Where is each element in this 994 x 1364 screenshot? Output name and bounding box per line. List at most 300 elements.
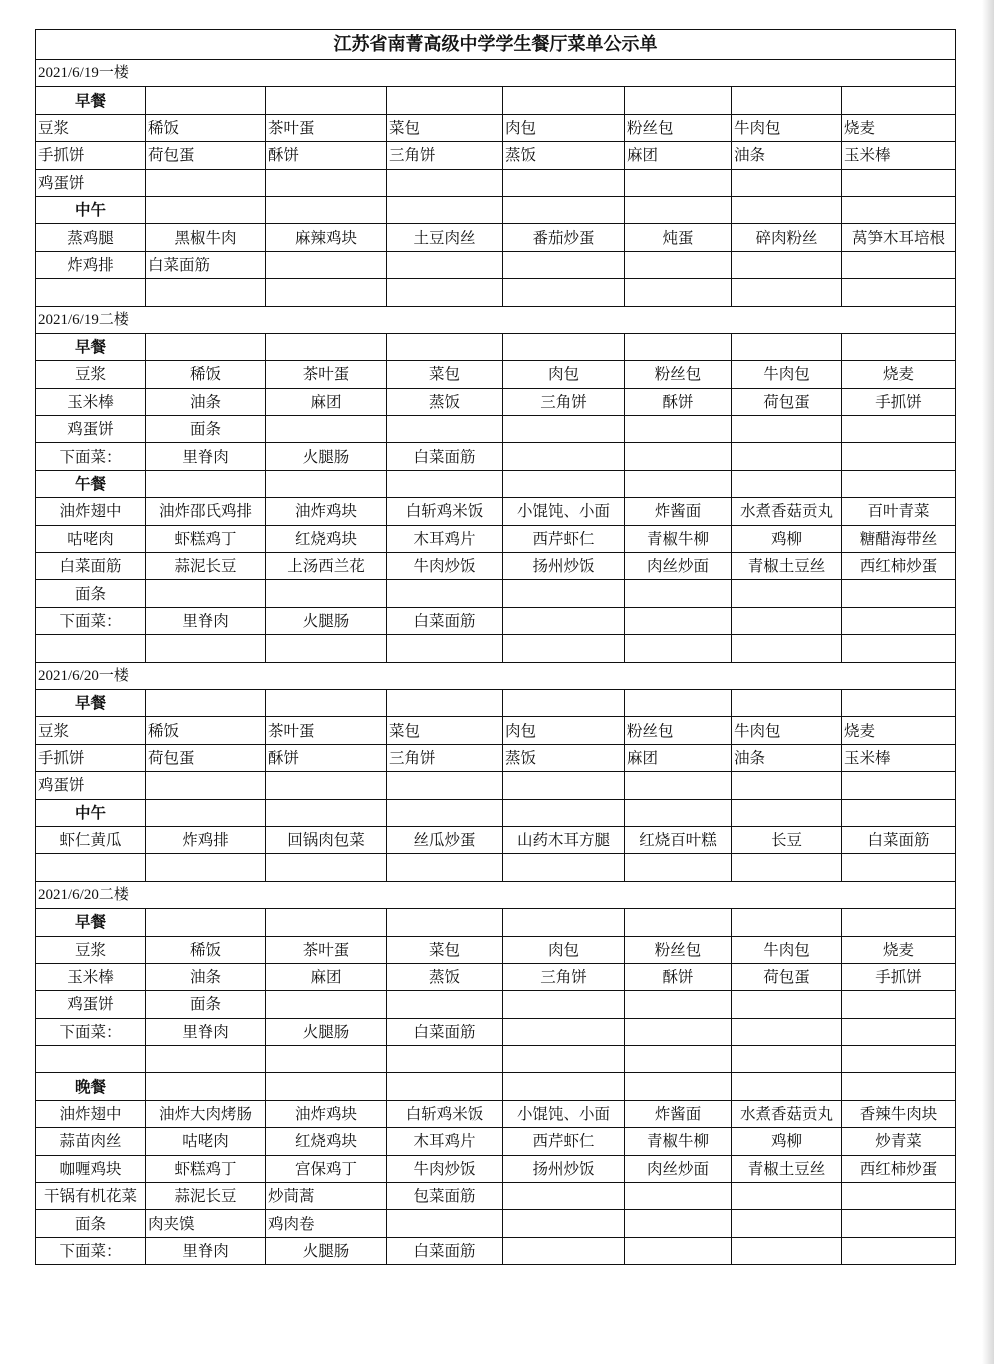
menu-cell: [146, 580, 266, 607]
menu-cell: [387, 909, 503, 936]
menu-cell: [266, 87, 387, 114]
menu-cell: [146, 470, 266, 497]
menu-row: [36, 1100, 956, 1127]
menu-row: [36, 114, 956, 141]
menu-row: [36, 1210, 956, 1237]
menu-cell: 烧麦: [842, 717, 956, 744]
meal-heading: 早餐: [36, 909, 146, 936]
menu-cell: 炸鸡排: [146, 826, 266, 853]
menu-cell: [503, 1210, 625, 1237]
menu-cell: [266, 854, 387, 881]
menu-cell: [503, 1073, 625, 1100]
menu-cell: [36, 1046, 146, 1073]
menu-cell: 烧麦: [842, 936, 956, 963]
menu-cell: 水煮香菇贡丸: [732, 1100, 842, 1127]
menu-cell: [36, 279, 146, 306]
menu-cell: 白菜面筋: [36, 553, 146, 580]
menu-cell: 里脊肉: [146, 443, 266, 470]
menu-cell: 酥饼: [625, 963, 732, 990]
menu-cell: [387, 689, 503, 716]
menu-cell: [266, 333, 387, 360]
menu-cell: [387, 196, 503, 223]
menu-cell: 白菜面筋: [387, 607, 503, 634]
menu-cell: [732, 635, 842, 662]
menu-cell: [36, 854, 146, 881]
menu-row: [36, 963, 956, 990]
menu-cell: [36, 635, 146, 662]
menu-cell: [146, 169, 266, 196]
menu-cell: 玉米棒: [842, 744, 956, 771]
menu-cell: 茶叶蛋: [266, 361, 387, 388]
menu-cell: [842, 87, 956, 114]
menu-cell: 三角饼: [387, 744, 503, 771]
menu-cell: 粉丝包: [625, 361, 732, 388]
menu-cell: [625, 689, 732, 716]
menu-cell: [732, 251, 842, 278]
menu-row: [36, 333, 956, 360]
menu-cell: 白斩鸡米饭: [387, 1100, 503, 1127]
menu-cell: [503, 470, 625, 497]
menu-cell: 木耳鸡片: [387, 1128, 503, 1155]
menu-cell: 青椒土豆丝: [732, 1155, 842, 1182]
menu-cell: 豆浆: [36, 114, 146, 141]
menu-cell: 荷包蛋: [732, 963, 842, 990]
menu-cell: [266, 635, 387, 662]
menu-cell: 番茄炒蛋: [503, 224, 625, 251]
menu-cell: [266, 580, 387, 607]
menu-row: [36, 498, 956, 525]
menu-cell: 香辣牛肉块: [842, 1100, 956, 1127]
menu-cell: [146, 279, 266, 306]
menu-row: [36, 169, 956, 196]
menu-cell: 油炸大肉烤肠: [146, 1100, 266, 1127]
menu-cell: [842, 1237, 956, 1264]
menu-cell: 稀饭: [146, 114, 266, 141]
menu-cell: [842, 580, 956, 607]
menu-cell: [625, 416, 732, 443]
menu-cell: 咕咾肉: [146, 1128, 266, 1155]
menu-cell: [503, 279, 625, 306]
menu-cell: [842, 991, 956, 1018]
menu-cell: 肉包: [503, 361, 625, 388]
menu-cell: 蒜苗肉丝: [36, 1128, 146, 1155]
menu-row: [36, 717, 956, 744]
menu-row: [36, 388, 956, 415]
menu-cell: 糖醋海带丝: [842, 525, 956, 552]
menu-cell: [266, 799, 387, 826]
menu-cell: [732, 772, 842, 799]
section-date-row: [36, 881, 956, 908]
menu-cell: 三角饼: [387, 142, 503, 169]
menu-cell: 油条: [732, 142, 842, 169]
menu-cell: 下面菜：: [36, 443, 146, 470]
menu-cell: 油炸邵氏鸡排: [146, 498, 266, 525]
menu-row: [36, 607, 956, 634]
menu-cell: [732, 333, 842, 360]
menu-cell: 油条: [146, 388, 266, 415]
menu-row: [36, 772, 956, 799]
menu-cell: 油条: [146, 963, 266, 990]
menu-cell: 麻辣鸡块: [266, 224, 387, 251]
menu-row: [36, 142, 956, 169]
menu-cell: [387, 854, 503, 881]
menu-cell: [732, 1018, 842, 1045]
menu-cell: 烧麦: [842, 361, 956, 388]
menu-cell: [503, 196, 625, 223]
menu-cell: [842, 854, 956, 881]
menu-table: [35, 29, 956, 1265]
menu-cell: 手抓饼: [36, 744, 146, 771]
menu-cell: 青椒牛柳: [625, 1128, 732, 1155]
menu-cell: [732, 169, 842, 196]
menu-cell: 面条: [146, 991, 266, 1018]
menu-cell: 稀饭: [146, 361, 266, 388]
menu-cell: [266, 909, 387, 936]
meal-heading: 中午: [36, 196, 146, 223]
menu-cell: 牛肉炒饭: [387, 553, 503, 580]
menu-cell: [503, 772, 625, 799]
menu-cell: 莴笋木耳培根: [842, 224, 956, 251]
menu-cell: 茶叶蛋: [266, 114, 387, 141]
menu-cell: 扬州炒饭: [503, 1155, 625, 1182]
menu-cell: [387, 1210, 503, 1237]
menu-cell: 长豆: [732, 826, 842, 853]
menu-cell: 里脊肉: [146, 1237, 266, 1264]
menu-cell: 虾仁黄瓜: [36, 826, 146, 853]
meal-heading: 午餐: [36, 470, 146, 497]
menu-cell: [625, 799, 732, 826]
menu-cell: 肉丝炒面: [625, 553, 732, 580]
menu-cell: [732, 416, 842, 443]
menu-cell: [503, 333, 625, 360]
menu-cell: [503, 689, 625, 716]
menu-cell: [266, 1073, 387, 1100]
menu-cell: 炸酱面: [625, 498, 732, 525]
menu-cell: [266, 196, 387, 223]
menu-cell: 手抓饼: [842, 963, 956, 990]
menu-cell: 豆浆: [36, 361, 146, 388]
menu-cell: 玉米棒: [36, 388, 146, 415]
menu-cell: [146, 689, 266, 716]
menu-cell: 鸡柳: [732, 525, 842, 552]
menu-cell: [625, 1018, 732, 1045]
menu-cell: [625, 635, 732, 662]
menu-cell: 火腿肠: [266, 1018, 387, 1045]
menu-cell: 油炸鸡块: [266, 1100, 387, 1127]
menu-cell: 油炸翅中: [36, 498, 146, 525]
menu-cell: 油炸鸡块: [266, 498, 387, 525]
menu-cell: [503, 635, 625, 662]
menu-cell: [266, 251, 387, 278]
menu-cell: [732, 470, 842, 497]
menu-cell: 肉包: [503, 717, 625, 744]
menu-cell: [387, 580, 503, 607]
menu-cell: 豆浆: [36, 936, 146, 963]
menu-row: [36, 635, 956, 662]
menu-cell: [625, 470, 732, 497]
menu-cell: [842, 1046, 956, 1073]
menu-cell: [387, 635, 503, 662]
menu-cell: [732, 1183, 842, 1210]
menu-cell: [732, 991, 842, 1018]
menu-cell: 里脊肉: [146, 1018, 266, 1045]
menu-cell: 菜包: [387, 936, 503, 963]
menu-row: [36, 224, 956, 251]
menu-cell: 西红柿炒蛋: [842, 1155, 956, 1182]
menu-cell: [503, 87, 625, 114]
menu-cell: 肉夹馍: [146, 1210, 266, 1237]
menu-cell: [266, 416, 387, 443]
menu-cell: [503, 1018, 625, 1045]
meal-heading: 早餐: [36, 689, 146, 716]
menu-cell: 荷包蛋: [146, 142, 266, 169]
menu-row: [36, 279, 956, 306]
menu-cell: [503, 416, 625, 443]
menu-cell: 炸鸡排: [36, 251, 146, 278]
menu-cell: [625, 1046, 732, 1073]
title-row: [36, 30, 956, 60]
menu-cell: [842, 772, 956, 799]
menu-cell: [387, 470, 503, 497]
menu-cell: 手抓饼: [36, 142, 146, 169]
menu-cell: 火腿肠: [266, 607, 387, 634]
menu-cell: [266, 470, 387, 497]
menu-cell: 炒茼蒿: [266, 1183, 387, 1210]
menu-cell: [842, 196, 956, 223]
menu-cell: 虾糕鸡丁: [146, 525, 266, 552]
menu-row: [36, 1046, 956, 1073]
menu-cell: [266, 169, 387, 196]
menu-cell: 面条: [146, 416, 266, 443]
menu-cell: 土豆肉丝: [387, 224, 503, 251]
menu-cell: [625, 279, 732, 306]
menu-cell: 上汤西兰花: [266, 553, 387, 580]
menu-cell: 麻团: [266, 963, 387, 990]
menu-row: [36, 744, 956, 771]
menu-cell: 三角饼: [503, 388, 625, 415]
menu-cell: [732, 443, 842, 470]
menu-cell: [146, 909, 266, 936]
menu-row: [36, 1237, 956, 1264]
menu-cell: 茶叶蛋: [266, 936, 387, 963]
menu-cell: [732, 1073, 842, 1100]
menu-row: [36, 361, 956, 388]
menu-cell: 蒜泥长豆: [146, 553, 266, 580]
menu-cell: 水煮香菇贡丸: [732, 498, 842, 525]
menu-cell: [732, 854, 842, 881]
menu-cell: [266, 772, 387, 799]
menu-cell: 鸡蛋饼: [36, 991, 146, 1018]
menu-cell: 白菜面筋: [842, 826, 956, 853]
menu-cell: 荷包蛋: [146, 744, 266, 771]
menu-cell: 白斩鸡米饭: [387, 498, 503, 525]
menu-cell: 白菜面筋: [146, 251, 266, 278]
menu-cell: 西芹虾仁: [503, 525, 625, 552]
menu-cell: 虾糕鸡丁: [146, 1155, 266, 1182]
menu-cell: 炒青菜: [842, 1128, 956, 1155]
menu-row: [36, 87, 956, 114]
menu-cell: 火腿肠: [266, 1237, 387, 1264]
menu-cell: 干锅有机花菜: [36, 1183, 146, 1210]
menu-cell: [146, 772, 266, 799]
menu-cell: 面条: [36, 580, 146, 607]
menu-cell: 三角饼: [503, 963, 625, 990]
menu-cell: 下面菜：: [36, 607, 146, 634]
menu-cell: [503, 909, 625, 936]
menu-cell: [842, 169, 956, 196]
menu-cell: 酥饼: [266, 744, 387, 771]
menu-row: [36, 909, 956, 936]
menu-cell: [842, 279, 956, 306]
menu-cell: 玉米棒: [842, 142, 956, 169]
menu-cell: 青椒土豆丝: [732, 553, 842, 580]
menu-cell: [146, 196, 266, 223]
menu-cell: [842, 607, 956, 634]
menu-cell: [625, 580, 732, 607]
menu-cell: [842, 251, 956, 278]
menu-cell: [732, 909, 842, 936]
menu-cell: 粉丝包: [625, 717, 732, 744]
menu-cell: [503, 169, 625, 196]
menu-cell: [842, 470, 956, 497]
menu-cell: 下面菜：: [36, 1237, 146, 1264]
menu-cell: [625, 854, 732, 881]
meal-heading: 中午: [36, 799, 146, 826]
menu-cell: [387, 1073, 503, 1100]
menu-cell: [503, 1237, 625, 1264]
menu-cell: 稀饭: [146, 936, 266, 963]
menu-cell: 黑椒牛肉: [146, 224, 266, 251]
section-date-row: [36, 60, 956, 87]
menu-cell: [387, 333, 503, 360]
menu-cell: [625, 443, 732, 470]
menu-cell: [625, 169, 732, 196]
menu-cell: 下面菜：: [36, 1018, 146, 1045]
menu-row: [36, 525, 956, 552]
menu-cell: [625, 909, 732, 936]
menu-row: [36, 854, 956, 881]
menu-cell: 西芹虾仁: [503, 1128, 625, 1155]
meal-heading: 早餐: [36, 87, 146, 114]
menu-cell: 蒸饭: [503, 744, 625, 771]
menu-row: [36, 251, 956, 278]
menu-cell: 麻团: [625, 142, 732, 169]
section-date-label: 2021/6/19二楼: [36, 306, 956, 333]
menu-row: [36, 416, 956, 443]
menu-cell: [732, 799, 842, 826]
menu-cell: [146, 799, 266, 826]
meal-heading: 晚餐: [36, 1073, 146, 1100]
menu-cell: 面条: [36, 1210, 146, 1237]
menu-cell: [732, 1237, 842, 1264]
menu-cell: 牛肉包: [732, 717, 842, 744]
menu-cell: [387, 772, 503, 799]
menu-cell: 蒸饭: [387, 963, 503, 990]
menu-cell: [387, 991, 503, 1018]
menu-cell: [625, 1210, 732, 1237]
menu-cell: [732, 580, 842, 607]
section-date-label: 2021/6/20一楼: [36, 662, 956, 689]
menu-cell: 西红柿炒蛋: [842, 553, 956, 580]
menu-cell: 蒸饭: [503, 142, 625, 169]
menu-cell: 粉丝包: [625, 936, 732, 963]
menu-cell: [387, 799, 503, 826]
menu-cell: [625, 607, 732, 634]
menu-cell: 红烧百叶糕: [625, 826, 732, 853]
menu-cell: 麻团: [266, 388, 387, 415]
menu-cell: 鸡蛋饼: [36, 772, 146, 799]
menu-cell: 白菜面筋: [387, 1237, 503, 1264]
menu-cell: 酥饼: [266, 142, 387, 169]
meal-heading: 早餐: [36, 333, 146, 360]
menu-cell: [842, 909, 956, 936]
menu-cell: 牛肉包: [732, 361, 842, 388]
menu-cell: 玉米棒: [36, 963, 146, 990]
menu-cell: [842, 1018, 956, 1045]
menu-cell: [625, 1073, 732, 1100]
menu-cell: [842, 333, 956, 360]
menu-cell: [732, 196, 842, 223]
menu-cell: 牛肉炒饭: [387, 1155, 503, 1182]
menu-cell: 咖喱鸡块: [36, 1155, 146, 1182]
menu-row: [36, 799, 956, 826]
menu-cell: [625, 991, 732, 1018]
menu-cell: [503, 854, 625, 881]
menu-cell: [732, 87, 842, 114]
menu-cell: 麻团: [625, 744, 732, 771]
menu-cell: [146, 1073, 266, 1100]
menu-cell: 鸡肉卷: [266, 1210, 387, 1237]
menu-cell: [732, 689, 842, 716]
menu-cell: [146, 1046, 266, 1073]
menu-cell: [146, 87, 266, 114]
menu-cell: 红烧鸡块: [266, 1128, 387, 1155]
menu-cell: [842, 799, 956, 826]
menu-row: [36, 1128, 956, 1155]
menu-cell: 小馄饨、小面: [503, 1100, 625, 1127]
menu-cell: [266, 991, 387, 1018]
menu-cell: 炸酱面: [625, 1100, 732, 1127]
menu-cell: [503, 443, 625, 470]
menu-cell: [842, 689, 956, 716]
menu-cell: 碎肉粉丝: [732, 224, 842, 251]
menu-cell: [625, 1183, 732, 1210]
menu-cell: [503, 991, 625, 1018]
menu-cell: [625, 196, 732, 223]
menu-cell: [146, 635, 266, 662]
menu-cell: [387, 416, 503, 443]
menu-cell: [266, 689, 387, 716]
menu-row: [36, 826, 956, 853]
menu-cell: 油炸翅中: [36, 1100, 146, 1127]
menu-cell: 荷包蛋: [732, 388, 842, 415]
menu-cell: 菜包: [387, 717, 503, 744]
section-date-row: [36, 662, 956, 689]
menu-cell: 菜包: [387, 114, 503, 141]
menu-title: 江苏省南菁高级中学学生餐厅菜单公示单: [36, 30, 956, 60]
menu-cell: [842, 443, 956, 470]
menu-cell: [842, 1210, 956, 1237]
menu-cell: 牛肉包: [732, 114, 842, 141]
menu-cell: 豆浆: [36, 717, 146, 744]
menu-cell: 鸡蛋饼: [36, 169, 146, 196]
menu-cell: 百叶青菜: [842, 498, 956, 525]
menu-row: [36, 580, 956, 607]
menu-cell: [842, 1183, 956, 1210]
menu-cell: [842, 416, 956, 443]
menu-cell: [842, 1073, 956, 1100]
page-edge-shadow: [982, 0, 994, 1364]
